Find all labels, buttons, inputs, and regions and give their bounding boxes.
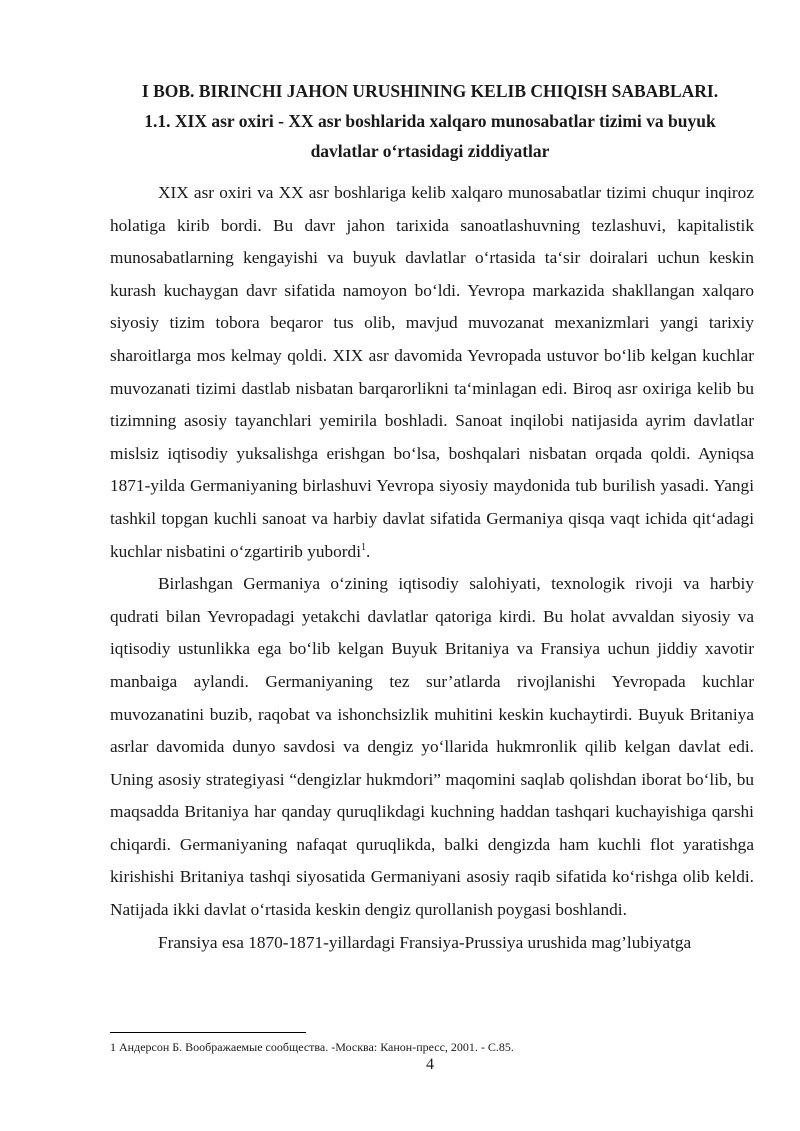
chapter-heading [110,76,750,166]
paragraph-1-end: . [366,541,371,561]
page-number: 4 [426,1056,434,1073]
footnote: 1 Андерсон Б. Воображаемые сообщества. -Москва: Канон-пресс, 2001. - С.85. [110,1040,514,1054]
paragraph-1 [110,177,754,568]
paragraph-3: Fransiya esa 1870-1871-yillardagi Fransiya-Prussiya urushida mag’lubiyatga [158,932,692,952]
paragraph-1-text: XIX asr oxiri va XX asr boshlariga kelib xalqaro munosabatlar tizimi chuqur inqiroz holatiga kirib bordi. Bu davr jahon tarixida sanoatlashuvning tezlashuvi, kapitalistik munosabatlarning kengayishi va buyuk davlatlar oʻrtasida taʻsir doiralari uchun keskin kurash kuchaygan davr sifatida namoyon boʻldi. Yevropa markazida shakllangan xalqaro siyosiy tizim tobora beqaror tus olib, mavjud muvozanat mexanizmlari yangi tarixiy sharoitlarga mos kelmay qoldi. XIX asr davomida Yevropada ustuvor boʻlib kelgan kuchlar muvozanati tizimi dastlab nisbatan barqarorlikni taʻminlagan edi. Biroq asr oxiriga kelib bu tizimning asosiy tayanchlari yemirila boshladi. Sanoat inqilobi natijasida ayrim davlatlar mislsiz iqtisodiy yuksalishga erishgan boʻlsa, boshqalari nisbatan orqada qoldi. Ayniqsa 1871-yilda Germaniyaning birlashuvi Yevropa siyosiy maydonida tub burilish yasadi. Yangi tashkil topgan kuchli sanoat va harbiy davlat sifatida Germaniya qisqa vaqt ichida qitʻadagi kuchlar nisbatini oʻzgartirib yubordi [110,183,754,561]
chapter-title: I BOB. BIRINCHI JAHON URUSHINING KELIB CHIQISH SABABLARI. [141,81,719,101]
section-title-line-2: davlatlar oʻrtasidagi ziddiyatlar [310,141,550,161]
paragraph-2: Birlashgan Germaniya oʻzining iqtisodiy salohiyati, texnologik rivoji va harbiy qudrati bilan Yevropadagi yetakchi davlatlar qatoriga kirdi. Bu holat avvaldan siyosiy va iqtisodiy ustunlikka ega boʻlib kelgan Buyuk Britaniya va Fransiya uchun jiddiy xavotir manbaiga aylandi. Germaniyaning tez sur’atlarda rivojlanishi Yevropada kuchlar muvozanatini buzib, raqobat va ishonchsizlik muhitini keskin kuchaytirdi. Buyuk Britaniya asrlar davomida dunyo savdosi va dengiz yoʻllarida hukmronlik qilib kelgan davlat edi. Uning asosiy strategiyasi “dengizlar hukmdori” maqomini saqlab qolishdan iborat boʻlib, bu maqsadda Britaniya har qanday quruqlikdagi kuchning haddan tashqari kuchayishiga qarshi chiqardi. Germaniyaning nafaqat quruqlikda, balki dengizda ham kuchli flot yaratishga kirishishi Britaniya tashqi siyosatida Germaniyani asosiy raqib sifatida koʻrishga olib keldi. Natijada ikki davlat oʻrtasida keskin dengiz qurollanish poygasi boshlandi. [110,574,754,920]
footnote-reference[interactable]: 1 [361,541,366,553]
section-title-line-1: 1.1. XIX asr oxiri - XX asr boshlarida xalqaro munosabatlar tizimi va buyuk [144,111,716,131]
body-text [110,177,754,959]
footnote-separator [110,1032,306,1033]
